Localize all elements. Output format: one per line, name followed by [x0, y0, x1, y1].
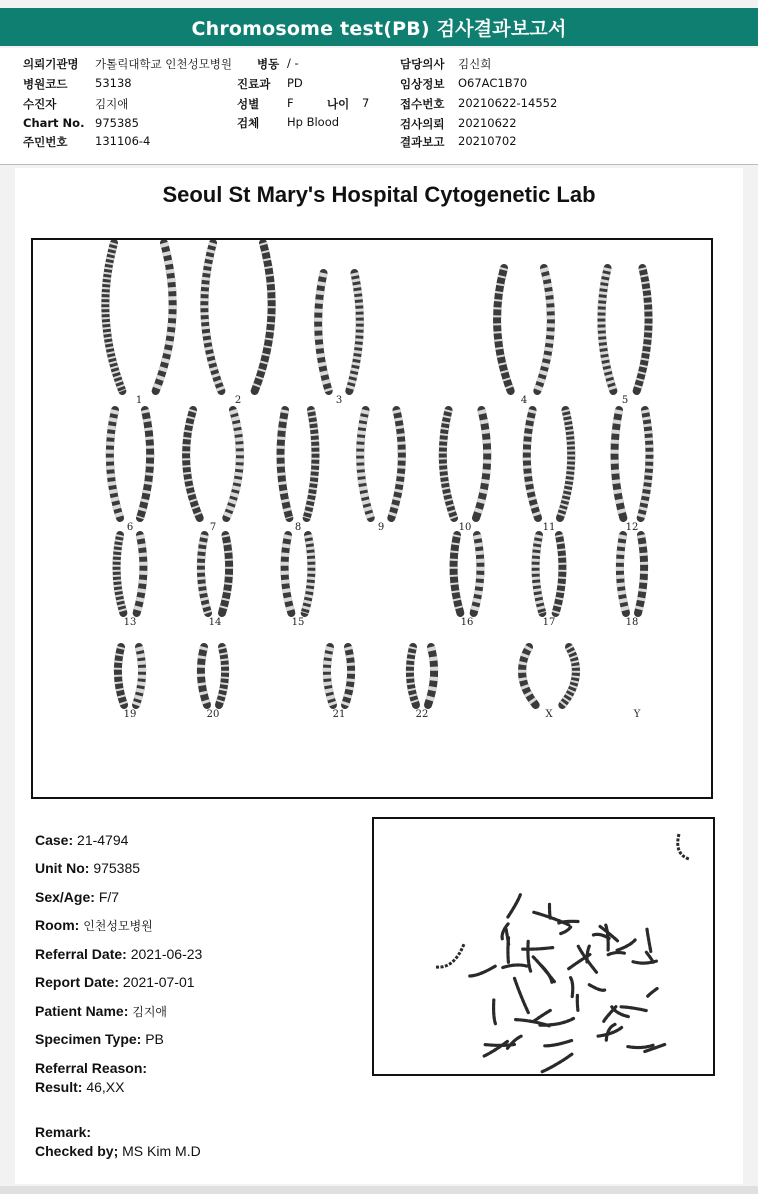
report-date-label: Report Date: [35, 974, 120, 990]
chromosome-pair-13 [117, 535, 144, 628]
chromosome-label-y: Y [633, 709, 641, 720]
specimen-value: Hp Blood [287, 115, 340, 129]
doctor-value: 김신희 [458, 57, 492, 71]
chromosome-pair-21 [327, 647, 351, 720]
metaphase-chromosome [589, 985, 605, 991]
chromosome-label-5: 5 [621, 395, 629, 406]
unit-value: 975385 [93, 860, 141, 876]
chart-no-label: Chart No. [23, 116, 85, 130]
metaphase-chromosome [470, 966, 495, 976]
chromosome-label-12: 12 [625, 522, 639, 533]
specimen-label: 검체 [237, 116, 260, 130]
chromosome-label-x: X [545, 709, 553, 720]
metaphase-chromosome [508, 894, 521, 917]
chromosome-label-2: 2 [234, 395, 242, 406]
metaphase-chromosome [515, 978, 529, 1012]
id-no-label: 주민번호 [23, 135, 68, 149]
metaphase-chromosome [647, 989, 657, 997]
room-value: 인천성모병원 [83, 919, 153, 933]
chromosome-pair-10 [443, 410, 487, 533]
recipient-value: 김지애 [95, 97, 129, 111]
metaphase-chromosome [545, 1041, 572, 1046]
chromosome-pair-7 [186, 410, 240, 533]
referral-date-label: Referral Date: [35, 946, 127, 962]
chromosome-pair-19 [118, 647, 142, 720]
test-request-value: 20210622 [458, 116, 517, 130]
result-report-value: 20210702 [458, 134, 517, 148]
metaphase-chromosome [516, 1020, 550, 1026]
chromosome-label-6: 6 [126, 522, 134, 533]
metaphase-chromosome [494, 1000, 496, 1024]
chromosome-pair-2 [204, 243, 271, 406]
age-label: 나이 [327, 97, 350, 111]
metaphase-chromosome [436, 944, 464, 967]
chromosome-label-3: 3 [335, 395, 343, 406]
chromosome-pair-17 [536, 535, 563, 628]
chromosome-pair-15 [285, 535, 312, 628]
chromosome-pair-11 [527, 410, 571, 533]
institution-value: 가톨릭대학교 인천성모병원 [95, 57, 232, 71]
chromosome-label-4: 4 [520, 395, 528, 406]
chromosome-label-19: 19 [123, 709, 137, 720]
metaphase-panel [372, 817, 715, 1076]
chromosome-pair-14 [201, 535, 229, 628]
unit-label: Unit No: [35, 860, 90, 876]
metaphase-chromosome [608, 953, 624, 955]
patient-info-panel [0, 48, 758, 165]
chromosome-label-11: 11 [542, 522, 556, 533]
receipt-no-label: 접수번호 [400, 97, 445, 111]
chromosome-label-20: 20 [206, 709, 220, 720]
chromosome-label-1: 1 [135, 395, 143, 406]
chromosome-label-7: 7 [209, 522, 217, 533]
chromosome-pair-20 [201, 647, 225, 720]
metaphase-chromosome [678, 834, 689, 859]
metaphase-chromosome [647, 929, 651, 951]
metaphase-chromosome [628, 1045, 654, 1048]
horizontal-scrollbar[interactable] [0, 1186, 758, 1194]
age-value: 7 [362, 96, 370, 110]
chromosome-pair-16 [454, 535, 481, 628]
referral-date-value: 2021-06-23 [130, 946, 203, 962]
metaphase-chromosome [559, 927, 570, 934]
chromosome-label-13: 13 [123, 617, 137, 628]
institution-label: 의뢰기관명 [23, 57, 79, 71]
chromosome-pair-8 [280, 410, 315, 533]
chromosome-pair-9 [360, 410, 402, 533]
case-label: Case: [35, 832, 74, 848]
sex-value: F [287, 96, 294, 110]
clinical-info-label: 임상정보 [400, 77, 445, 91]
test-request-label: 검사의뢰 [400, 117, 445, 131]
result-report-label: 결과보고 [400, 135, 445, 149]
metaphase-chromosome [577, 995, 578, 1010]
result-label: Result: [35, 1079, 83, 1095]
hospital-code-value: 53138 [95, 76, 132, 90]
id-no-value: 131106-4 [95, 134, 151, 148]
room-label: Room: [35, 917, 80, 933]
report-image [15, 168, 743, 1184]
recipient-label: 수진자 [23, 97, 57, 111]
dept-label: 진료과 [237, 77, 271, 91]
chromosome-pair-6 [110, 410, 150, 533]
hospital-code-label: 병원코드 [23, 77, 68, 91]
chart-no-value: 975385 [95, 116, 139, 130]
checked-by-value: MS Kim M.D [122, 1143, 201, 1159]
sex-label: 성별 [237, 97, 260, 111]
lab-title: Seoul St Mary's Hospital Cytogenetic Lab [162, 182, 596, 207]
metaphase-image [374, 819, 713, 1074]
specimen-type-value: PB [145, 1031, 164, 1047]
patient-name-value: 김지애 [132, 1005, 168, 1019]
metaphase-chromosome [485, 1044, 514, 1045]
chromosome-pair-3 [318, 273, 360, 406]
chromosome-label-14: 14 [208, 617, 222, 628]
metaphase-chromosome [534, 1010, 551, 1021]
metaphase-chromosome [542, 1054, 572, 1072]
karyotype-image [33, 240, 711, 797]
metaphase-chromosome [617, 940, 635, 950]
chromosome-pair-y [633, 709, 641, 720]
receipt-no-value: 20210622-14552 [458, 96, 558, 110]
clinical-info-value: O67AC1B70 [458, 76, 528, 90]
ward-value: / - [287, 56, 299, 70]
specimen-type-label: Specimen Type: [35, 1031, 142, 1047]
report-date-value: 2021-07-01 [122, 974, 195, 990]
chromosome-pair-18 [620, 535, 644, 628]
chromosome-pair-x [522, 647, 576, 720]
chromosome-label-21: 21 [332, 709, 346, 720]
checked-by-label: Checked by; [35, 1143, 119, 1159]
referral-reason-label: Referral Reason: [35, 1060, 148, 1076]
sexage-label: Sex/Age: [35, 889, 95, 905]
patient-name-label: Patient Name: [35, 1003, 129, 1019]
metaphase-chromosome [571, 978, 573, 997]
chromosome-pair-12 [614, 410, 649, 533]
metaphase-chromosome [506, 929, 509, 944]
chromosome-label-10: 10 [458, 522, 472, 533]
chromosome-label-22: 22 [415, 709, 429, 720]
chromosome-label-8: 8 [294, 522, 302, 533]
remark-label: Remark: [35, 1124, 92, 1140]
chromosome-pair-5 [601, 268, 648, 406]
metaphase-chromosome [541, 965, 552, 982]
report-title: Chromosome test(PB) 검사결과보고서 [0, 8, 758, 46]
chromosome-label-9: 9 [377, 522, 385, 533]
metaphase-chromosome [621, 1007, 647, 1011]
metaphase-chromosome [549, 904, 550, 918]
metaphase-chromosome [503, 965, 527, 968]
chromosome-pair-1 [105, 243, 172, 406]
dept-value: PD [287, 76, 303, 90]
case-value: 21-4794 [77, 832, 129, 848]
ward-label: 병동 [257, 57, 280, 71]
chromosome-label-16: 16 [460, 617, 474, 628]
sexage-value: F/7 [98, 889, 120, 905]
doctor-label: 담당의사 [400, 57, 445, 71]
metaphase-chromosome [522, 948, 553, 950]
chromosome-label-17: 17 [542, 617, 556, 628]
karyotype-panel [31, 238, 713, 799]
chromosome-pair-22 [410, 647, 434, 720]
chromosome-pair-4 [497, 268, 551, 406]
chromosome-label-18: 18 [625, 617, 639, 628]
result-value: 46,XX [86, 1079, 125, 1095]
chromosome-label-15: 15 [291, 617, 305, 628]
